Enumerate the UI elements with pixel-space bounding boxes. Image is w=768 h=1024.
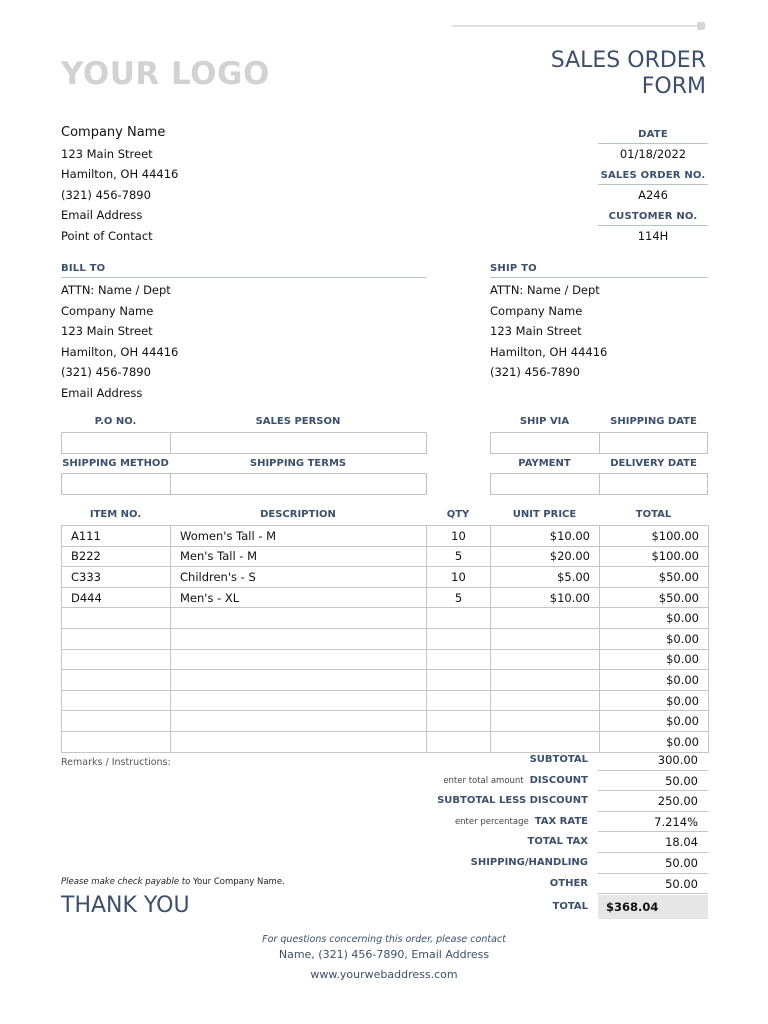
total-cell: $0.00 [600,731,709,752]
qty-cell[interactable] [427,670,491,691]
ship-to-company: Company Name [490,303,583,318]
summary-value: 50.00 [598,853,708,874]
item-no-cell[interactable] [62,670,171,691]
table-row [62,690,709,711]
total-row [380,895,708,916]
shipping-terms-label: SHIPPING TERMS [249,458,347,469]
qty-cell[interactable] [427,628,491,649]
total-value: $368.04 [598,895,708,919]
unit-price-cell[interactable]: $5.00 [491,567,600,588]
summary-row [380,791,708,812]
unit-price-cell[interactable]: $10.00 [491,587,600,608]
qty-cell[interactable]: 10 [427,526,491,547]
shipping-date-label: SHIPPING DATE [610,416,697,427]
date-value[interactable]: 01/18/2022 [619,147,687,161]
item-no-cell[interactable] [62,608,171,629]
logo-placeholder: YOUR LOGO [61,56,270,92]
bill-to-label: BILL TO [61,262,426,278]
item-no-cell[interactable] [62,628,171,649]
ship-via-field[interactable] [490,432,600,454]
total-cell: $100.00 [600,546,709,567]
summary-label-group [471,853,588,874]
item-no-cell[interactable] [62,690,171,711]
unit-price-cell[interactable] [491,711,600,732]
bill-to-city: Hamilton, OH 44416 [61,344,179,359]
col-header-qty: QTY [446,509,470,520]
description-cell[interactable]: Women's Tall - M [171,526,427,547]
summary-row [380,874,708,895]
customer-no-label: CUSTOMER NO. [598,205,708,226]
bill-to-street: 123 Main Street [61,324,153,339]
total-cell: $0.00 [600,608,709,629]
table-row [62,567,709,588]
total-label: TOTAL [552,901,588,912]
unit-price-cell[interactable] [491,731,600,752]
unit-price-cell[interactable] [491,649,600,670]
col-header-description: DESCRIPTION [260,509,336,520]
summary-label-group [443,771,588,792]
item-no-cell[interactable] [62,649,171,670]
description-cell[interactable] [171,608,427,629]
payable-note [61,877,285,887]
summary-row [380,812,708,833]
shipping-terms-field[interactable] [170,473,427,495]
description-cell[interactable] [171,690,427,711]
description-cell[interactable] [171,711,427,732]
ship-to-street: 123 Main Street [490,324,582,339]
items-table [61,525,709,753]
description-cell[interactable] [171,628,427,649]
unit-price-cell[interactable]: $10.00 [491,526,600,547]
top-divider [452,25,706,27]
order-meta [598,123,708,246]
sales-person-label: SALES PERSON [255,416,341,427]
summary-value[interactable]: 50.00 [598,771,708,792]
bill-to-section [61,262,426,404]
description-cell[interactable]: Children's - S [171,567,427,588]
po-no-label: P.O NO. [94,416,137,427]
seller-street: 123 Main Street [61,147,153,161]
summary-label: SUBTOTAL LESS DISCOUNT [437,795,588,807]
summary-value: 250.00 [598,791,708,812]
table-row [62,670,709,691]
summary-label: OTHER [549,877,588,889]
table-row [62,546,709,567]
unit-price-cell[interactable] [491,628,600,649]
seller-contact: Point of Contact [61,229,153,243]
summary-value: 50.00 [598,874,708,895]
remarks-label: Remarks / Instructions: [61,757,171,768]
table-row [62,711,709,732]
total-cell: $50.00 [600,587,709,608]
delivery-date-field[interactable] [599,473,708,495]
qty-cell[interactable]: 10 [427,567,491,588]
unit-price-cell[interactable] [491,670,600,691]
payment-label: PAYMENT [518,458,571,469]
total-cell: $0.00 [600,628,709,649]
shipping-method-field[interactable] [61,473,171,495]
summary-row [380,832,708,853]
description-cell[interactable] [171,670,427,691]
summary-label: TOTAL TAX [527,836,588,848]
description-cell[interactable] [171,731,427,752]
summary-label-group [550,874,588,895]
item-no-cell[interactable]: A111 [62,526,171,547]
shipping-method-label: SHIPPING METHOD [62,458,169,469]
summary-value: 300.00 [598,750,708,771]
footer-questions: For questions concerning this order, please contact [262,934,506,945]
customer-no-value[interactable]: 114H [637,229,669,243]
summary-row [380,750,708,771]
bill-to-phone: (321) 456-7890 [61,365,151,380]
description-cell[interactable]: Men's Tall - M [171,546,427,567]
ship-to-phone: (321) 456-7890 [490,365,580,380]
summary-value: 18.04 [598,832,708,853]
col-header-item-no: ITEM NO. [89,509,142,520]
total-cell: $50.00 [600,567,709,588]
seller-email: Email Address [61,208,143,222]
delivery-date-label: DELIVERY DATE [610,458,697,469]
unit-price-cell[interactable] [491,690,600,711]
total-cell: $0.00 [600,711,709,732]
thank-you-text: THANK YOU [61,893,190,918]
bill-to-company: Company Name [61,303,154,318]
item-no-cell[interactable] [62,731,171,752]
qty-cell[interactable] [427,711,491,732]
title-line-2: FORM [641,74,706,99]
table-row [62,526,709,547]
summary-row [380,853,708,874]
item-no-cell[interactable]: C333 [62,567,171,588]
summary-note: enter percentage [454,816,529,827]
payment-field[interactable] [490,473,600,495]
footer-contact: Name, (321) 456-7890, Email Address [278,948,490,961]
col-header-unit-price: UNIT PRICE [512,509,577,520]
qty-cell[interactable] [427,690,491,711]
qty-cell[interactable]: 5 [427,546,491,567]
seller-phone: (321) 456-7890 [61,188,151,202]
item-no-cell[interactable] [62,711,171,732]
description-cell[interactable]: Men's - XL [171,587,427,608]
unit-price-cell[interactable]: $20.00 [491,546,600,567]
summary-label: DISCOUNT [529,774,588,786]
total-cell: $0.00 [600,690,709,711]
total-cell: $0.00 [600,670,709,691]
bill-to-attn: ATTN: Name / Dept [61,283,171,297]
summary-label-group [530,750,588,771]
total-cell: $0.00 [600,649,709,670]
unit-price-cell[interactable] [491,608,600,629]
ship-to-section [490,262,708,383]
ship-to-city: Hamilton, OH 44416 [490,344,608,359]
seller-city: Hamilton, OH 44416 [61,167,179,181]
payable-prefix: Please make check payable to [61,877,191,887]
qty-cell[interactable] [427,649,491,670]
table-row [62,628,709,649]
bill-to-email: Email Address [61,385,143,400]
order-no-value[interactable]: A246 [638,188,668,202]
item-no-cell[interactable]: B222 [62,546,171,567]
table-row [62,649,709,670]
total-cell: $100.00 [600,526,709,547]
seller-company: Company Name [61,125,166,140]
table-row [62,608,709,629]
po-no-field[interactable] [61,432,171,454]
date-label: DATE [598,123,708,144]
summary-label: SHIPPING/HANDLING [470,857,588,868]
summary-label-group [455,812,588,833]
description-cell[interactable] [171,649,427,670]
ship-via-label: SHIP VIA [519,416,570,427]
ship-to-attn: ATTN: Name / Dept [490,283,600,297]
order-no-label: SALES ORDER NO. [598,164,708,185]
col-header-total: TOTAL [635,509,672,520]
summary-label: TAX RATE [534,815,588,827]
summary-value[interactable]: 7.214% [598,812,708,833]
sales-person-field[interactable] [170,432,427,454]
qty-cell[interactable]: 5 [427,587,491,608]
document-title [446,48,706,100]
summary-label-group [437,791,588,812]
summary-label: SUBTOTAL [529,754,588,765]
payable-name: Your Company Name. [192,877,285,887]
summary-row [380,771,708,792]
summary-note: enter total amount [443,775,524,786]
title-line-1: SALES ORDER [550,48,706,73]
table-row [62,587,709,608]
footer-website[interactable]: www.yourwebaddress.com [310,968,458,981]
ship-to-label: SHIP TO [490,262,708,278]
qty-cell[interactable] [427,731,491,752]
resize-handle[interactable] [697,22,705,30]
item-no-cell[interactable]: D444 [62,587,171,608]
shipping-date-field[interactable] [599,432,708,454]
qty-cell[interactable] [427,608,491,629]
summary-label-group [528,832,588,853]
table-row [62,731,709,752]
